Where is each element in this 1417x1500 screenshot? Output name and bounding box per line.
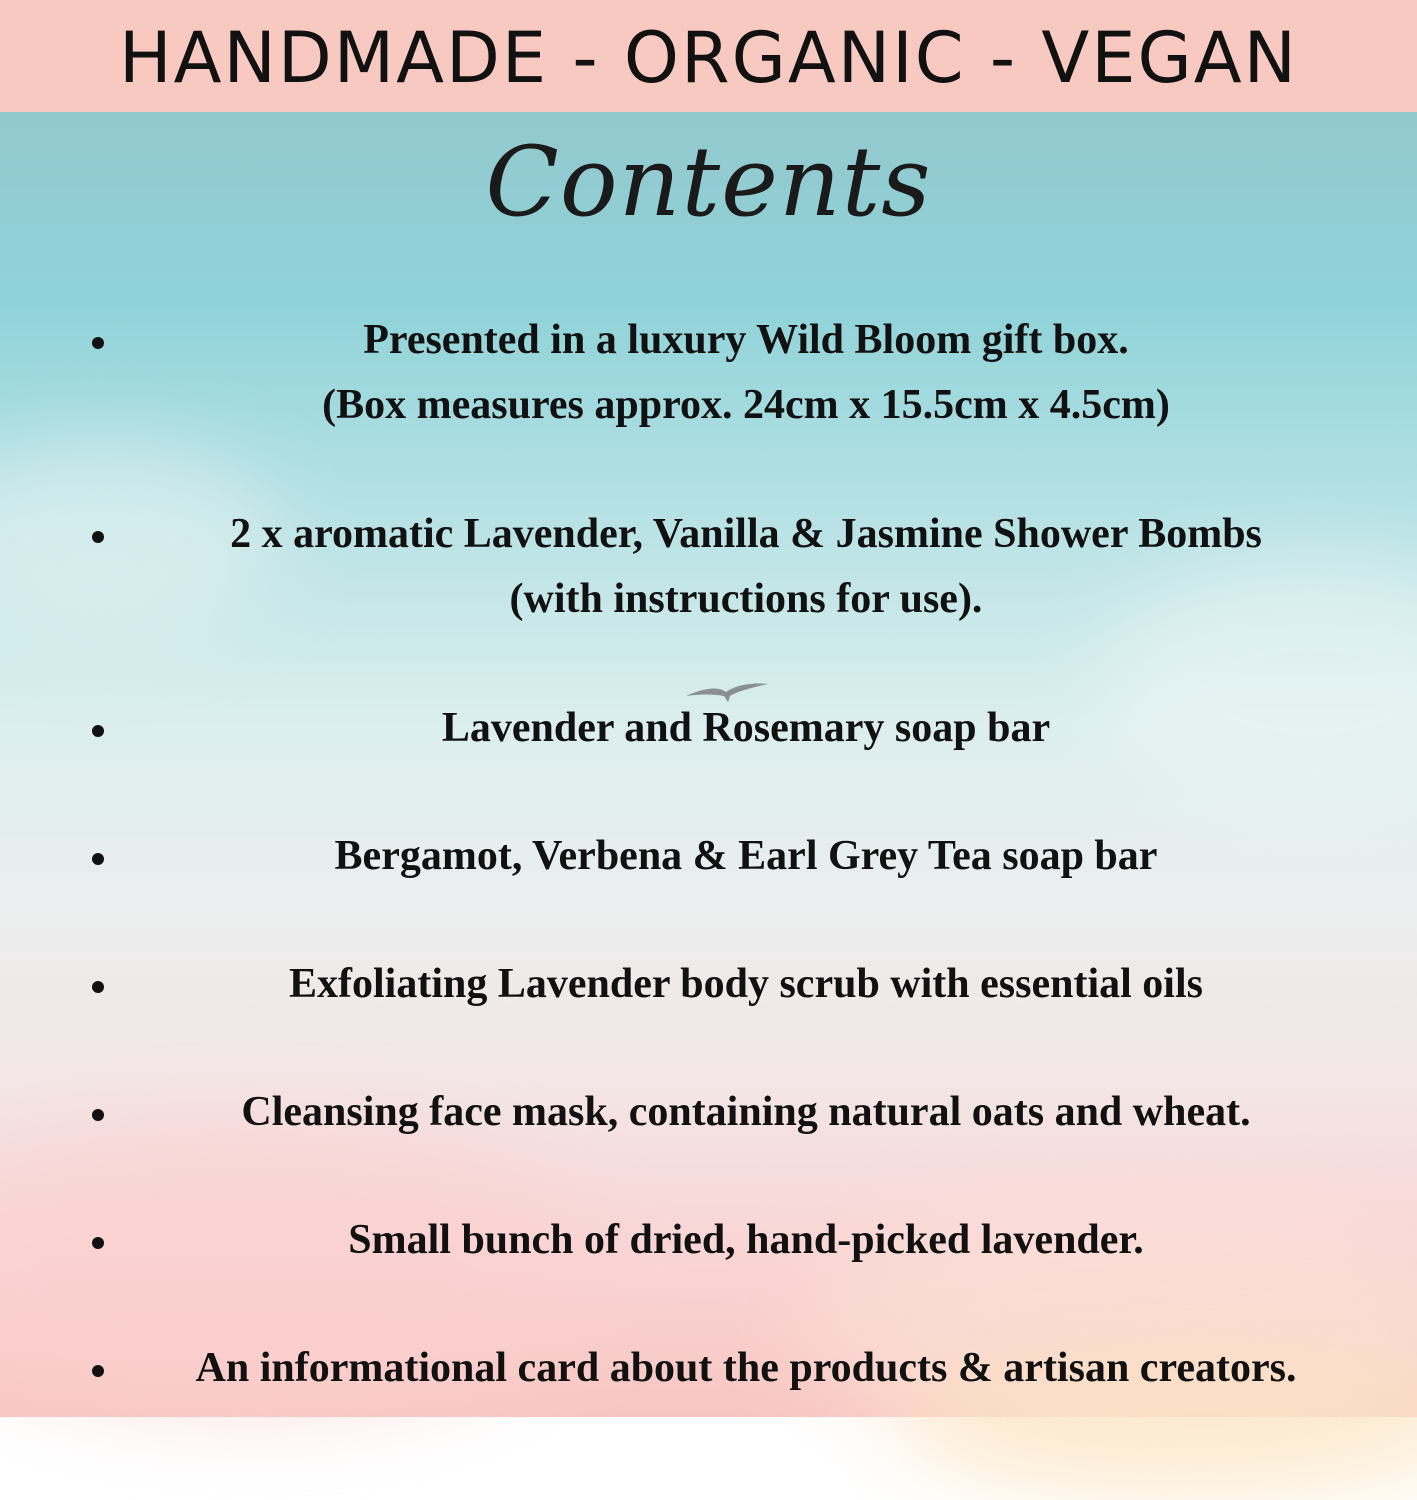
list-item-line: (Box measures approx. 24cm x 15.5cm x 4.5cm) bbox=[322, 382, 1170, 428]
list-item-text bbox=[150, 824, 1342, 889]
list-item-text bbox=[150, 502, 1342, 632]
list-item-text bbox=[150, 1080, 1342, 1145]
list-item-line: An informational card about the products & artisan creators. bbox=[195, 1345, 1297, 1391]
list-item-line: 2 x aromatic Lavender, Vanilla & Jasmine Shower Bombs bbox=[230, 511, 1262, 557]
list-item-line: (with instructions for use). bbox=[509, 576, 983, 622]
bullet-dot bbox=[92, 1109, 104, 1121]
bullet-dot bbox=[92, 337, 104, 349]
list-item-line: Presented in a luxury Wild Bloom gift box. bbox=[363, 317, 1129, 363]
list-item-text bbox=[150, 1208, 1342, 1273]
list-item-text bbox=[150, 1336, 1342, 1401]
list-item-text bbox=[150, 952, 1342, 1017]
header-title: HANDMADE - ORGANIC - VEGAN bbox=[118, 17, 1299, 99]
list-item-line: Lavender and Rosemary soap bar bbox=[441, 705, 1051, 751]
bullet-dot bbox=[92, 531, 104, 543]
list-item-line: Bergamot, Verbena & Earl Grey Tea soap bar bbox=[334, 833, 1158, 879]
list-item-line: Cleansing face mask, containing natural oats and wheat. bbox=[241, 1089, 1251, 1135]
list-item-text bbox=[150, 308, 1342, 438]
contents-heading: Contents bbox=[485, 126, 932, 238]
bullet-dot bbox=[92, 725, 104, 737]
bullet-dot bbox=[92, 981, 104, 993]
list-item-line: Exfoliating Lavender body scrub with essential oils bbox=[289, 961, 1203, 1007]
list-item-text bbox=[150, 696, 1342, 761]
list-item-line: Small bunch of dried, hand-picked lavender. bbox=[348, 1217, 1144, 1263]
bullet-dot bbox=[92, 1365, 104, 1377]
bullet-dot bbox=[92, 1237, 104, 1249]
bullet-dot bbox=[92, 853, 104, 865]
